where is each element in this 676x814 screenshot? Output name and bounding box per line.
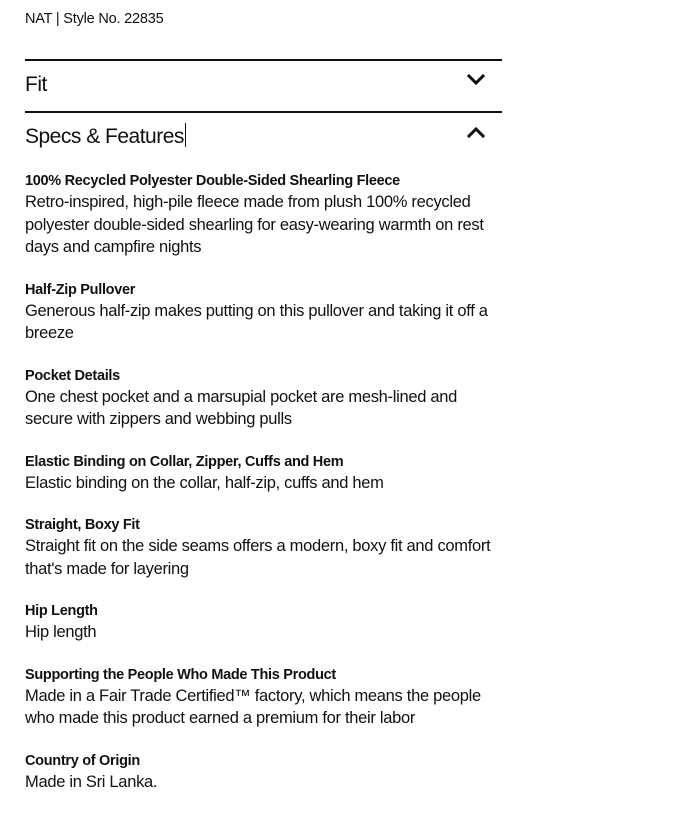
feature-title: Hip Length: [25, 603, 98, 619]
specs-accordion-title: [25, 123, 186, 151]
feature-description: Hip length: [25, 623, 97, 641]
feature-description: Straight fit on the side seams offers a modern, boxy fit and comfort that's made for layering: [25, 537, 491, 578]
feature-description: One chest pocket and a marsupial pocket are mesh-lined and secure with zippers and webbing pulls: [25, 387, 458, 428]
feature-description: Made in a Fair Trade Certified™ factory, which means the people who made this product earned a premium for their labor: [25, 686, 481, 727]
feature-title: Supporting the People Who Made This Product: [25, 666, 336, 683]
feature-description: Made in Sri Lanka.: [25, 772, 158, 791]
feature-title: Elastic Binding on Collar, Zipper, Cuffs and Hem: [25, 453, 344, 470]
fit-accordion-title: Fit: [25, 73, 47, 96]
style-number: NAT | Style No. 22835: [25, 11, 164, 27]
feature-item: [25, 171, 502, 259]
feature-item: [25, 751, 502, 794]
feature-title: 100% Recycled Polyester Double-Sided Shearling Fleece: [25, 173, 400, 189]
feature-description: Generous half-zip makes putting on this pullover and taking it off a breeze: [25, 301, 488, 342]
feature-item: [25, 452, 502, 495]
chevron-up-icon[interactable]: [467, 125, 485, 139]
specs-features-list: [25, 171, 502, 814]
feature-item: [25, 601, 502, 644]
specs-accordion-title-text: Specs & Features: [25, 125, 184, 148]
feature-title: Straight, Boxy Fit: [25, 517, 140, 533]
feature-description: Retro-inspired, high-pile fleece made from plush 100% recycled polyester double-sided shearling for easy-wearing warmth on rest days and campfire nights: [25, 193, 484, 256]
fit-accordion-header[interactable]: [25, 63, 502, 107]
feature-item: [25, 515, 502, 580]
feature-description: Elastic binding on the collar, half-zip, cuffs and hem: [25, 473, 384, 492]
feature-item: [25, 280, 502, 345]
feature-title: Half-Zip Pullover: [25, 281, 136, 298]
chevron-down-icon[interactable]: [467, 73, 485, 87]
feature-title: Country of Origin: [25, 752, 140, 769]
feature-title: Pocket Details: [25, 367, 120, 384]
specs-accordion-header[interactable]: [25, 115, 502, 159]
feature-item: [25, 366, 502, 431]
divider-top: [25, 59, 502, 61]
text-caret: [185, 123, 187, 147]
divider-fit: [25, 111, 502, 113]
feature-item: [25, 665, 502, 730]
